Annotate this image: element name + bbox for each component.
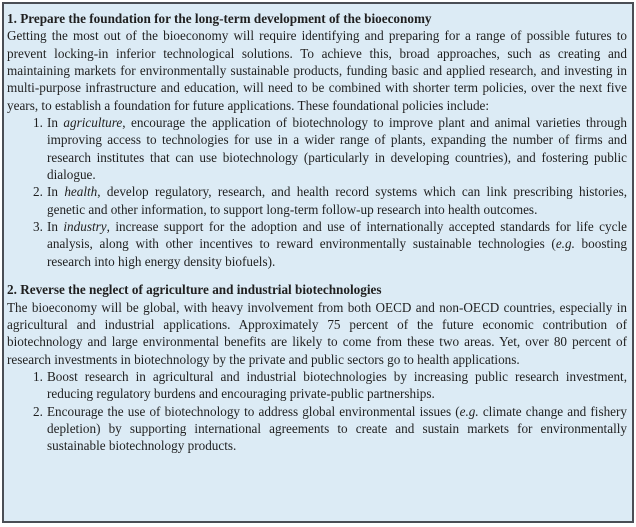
- text-segment: In: [47, 115, 64, 131]
- text-segment: climate change and fishery depletion) by supporting international agreements to create and sustain markets for environmentally sustainable biotechnology products.: [47, 403, 628, 454]
- list-item-number: 2.: [33, 403, 43, 419]
- text-segment: boosting research into high energy density biofuels).: [47, 236, 627, 269]
- list-item-text: [47, 369, 627, 401]
- text-segment: In: [47, 184, 65, 200]
- list-item-text: [47, 184, 627, 216]
- section-2-heading: 2. Reverse the neglect of agriculture and industrial biotechnologies: [7, 282, 382, 298]
- text-segment: In: [47, 219, 64, 235]
- list-item-text: [47, 219, 627, 269]
- list-item-agriculture: [7, 114, 627, 183]
- text-segment: , increase support for the adoption and use of internationally accepted standards for life cycle analysis, along with other incentives to reward environmentally sustainable technologies (: [47, 219, 627, 252]
- list-item-encourage-biotech: [7, 403, 627, 455]
- list-item-number: 1.: [33, 368, 43, 384]
- text-segment: Boost research in agricultural and industrial biotechnologies by increasing public research investment, reducing regulatory burdens and encouraging private-public partnerships.: [47, 368, 627, 402]
- text-segment-italic: industry: [63, 219, 107, 235]
- list-item-industry: [7, 218, 627, 270]
- text-segment: , encourage the application of biotechnology to improve plant and animal varieties through improving access to technologies for use in a wider range of plants, expanding the number of firms and research institutes that can use biotechnology (particularly in developing countries), and fostering public dialogue.: [47, 115, 627, 183]
- text-segment-italic: e.g.: [459, 403, 479, 419]
- text-segment-italic: e.g.: [555, 236, 575, 252]
- text-segment-italic: agriculture: [63, 115, 123, 131]
- section-1-list: [7, 114, 627, 270]
- text-segment-italic: health: [64, 184, 98, 200]
- list-item-boost-research: [7, 368, 627, 403]
- text-segment: , develop regulatory, research, and health record systems which can link prescribing histories, genetic and other information, to support long-term follow-up research into health outcomes.: [47, 184, 627, 217]
- section-reverse-neglect: [7, 281, 627, 454]
- section-2-intro: The bioeconomy will be global, with heavy involvement from both OECD and non-OECD countries, especially in agricultural and industrial applications. Approximately 75 percent of the future economic contribution of biotechnology and large environmental benefits are likely to come from these two areas. Yet, over 80 percent of research investments in biotechnology by the private and public sectors go to health applications.: [7, 299, 627, 367]
- list-item-health: [7, 183, 627, 218]
- section-1-heading: 1. Prepare the foundation for the long-term development of the bioeconomy: [7, 11, 432, 26]
- policy-text-box: [2, 2, 634, 523]
- list-item-text: [47, 115, 627, 182]
- list-item-number: 3.: [33, 219, 43, 235]
- section-1-intro: Getting the most out of the bioeconomy will require identifying and preparing for a range of possible futures to prevent locking-in inferior technological solutions. To achieve this, broad approaches, such as creating and maintaining markets for environmentally sustainable products, funding basic and applied research, and investing in multi-purpose infrastructure and education, will need to be combined with shorter term policies, over the next five years, to establish a foundation for future applications. These foundational policies include:: [7, 28, 627, 113]
- text-segment: Encourage the use of biotechnology to address global environmental issues (: [47, 403, 460, 419]
- list-item-number: 2.: [33, 184, 43, 200]
- section-2-list: [7, 368, 627, 455]
- section-prepare-foundation: [7, 10, 627, 270]
- list-item-text: [47, 404, 627, 454]
- list-item-number: 1.: [33, 115, 43, 131]
